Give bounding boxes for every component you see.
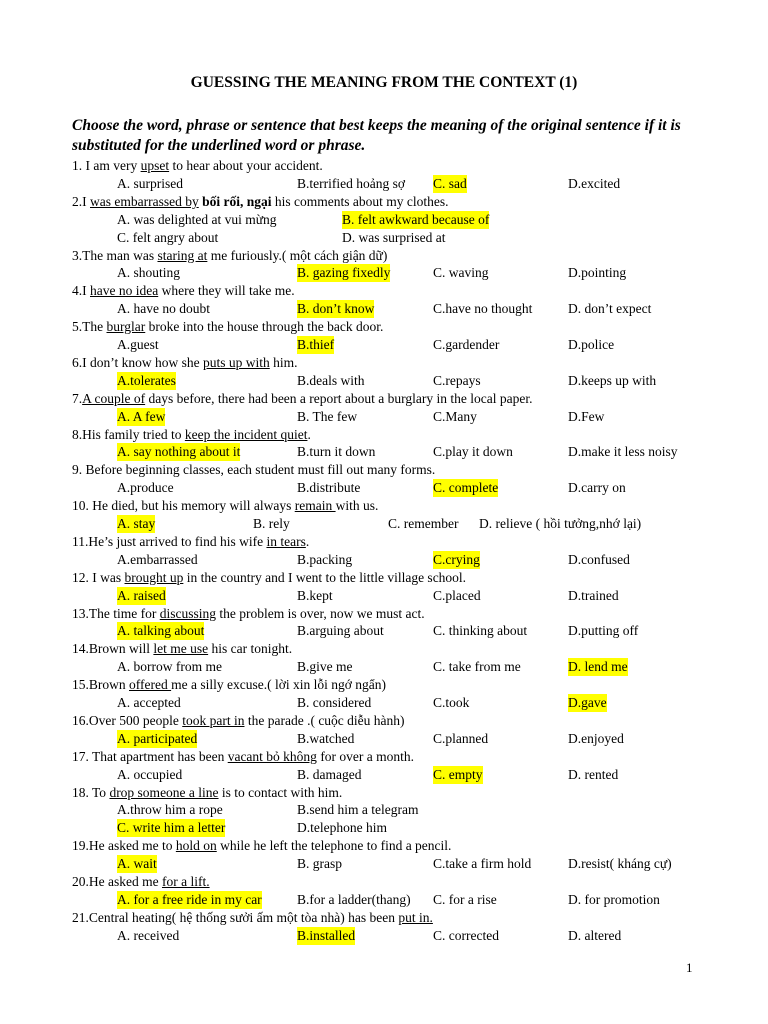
answer-option: D. relieve ( hồi tưởng,nhớ lại) xyxy=(479,516,642,531)
stem-text: 5.The xyxy=(72,319,107,335)
underlined-phrase: brought up xyxy=(124,569,184,585)
answer-option: D. rented xyxy=(568,766,619,782)
answer-option-highlighted: D.gave xyxy=(568,695,607,710)
answer-option: A. shouting xyxy=(117,265,181,281)
answer-option: D.keeps up with xyxy=(568,372,657,388)
answer-option: B. grasp xyxy=(297,856,342,872)
answer-option: C.placed xyxy=(433,587,481,603)
stem-text: . xyxy=(307,426,311,442)
answer-option: A.guest xyxy=(117,337,159,352)
stem-text: 10. He died, but his memory will always xyxy=(72,498,295,514)
bold-note: bối rối, ngại xyxy=(202,193,272,209)
underlined-phrase: keep the incident quiet xyxy=(184,426,308,442)
answer-row xyxy=(72,408,732,426)
answer-option: D.pointing xyxy=(568,265,627,281)
answer-row xyxy=(72,175,732,193)
answer-option: B. considered xyxy=(297,695,372,710)
stem-text: 17. That apartment has been xyxy=(72,748,228,764)
question-stem xyxy=(72,569,732,587)
answer-option: D. don’t expect xyxy=(568,301,652,317)
answer-option: A. received xyxy=(117,927,180,943)
answer-row xyxy=(72,855,732,873)
answer-option: B. rely xyxy=(253,516,290,531)
question-stem xyxy=(72,426,732,444)
underlined-phrase: staring at xyxy=(157,247,208,263)
instructions: Choose the word, phrase or sentence that best keeps the meaning of the original sentence if it is substituted for the underlined word or phrase. xyxy=(72,117,681,154)
stem-text: 16.Over 500 people xyxy=(72,712,183,728)
answer-option-highlighted: A. talking about xyxy=(117,623,205,639)
question-stem xyxy=(72,605,732,623)
answer-row xyxy=(72,211,732,229)
stem-text: days before, there had been a report about a burglary in the local paper. xyxy=(145,390,533,406)
question-stem xyxy=(72,676,732,694)
stem-text: is to contact with him. xyxy=(218,784,343,800)
question-stem xyxy=(72,157,732,175)
answer-row xyxy=(72,300,732,318)
answer-option: C. corrected xyxy=(433,927,499,943)
underlined-phrase: was embarrassed by xyxy=(90,193,199,209)
answer-row xyxy=(72,819,732,837)
stem-text: while he left the telephone to find a pencil. xyxy=(216,838,452,854)
stem-text: me furiously.( một cách giận dữ) xyxy=(207,247,388,263)
answer-option: D. for promotion xyxy=(568,891,660,907)
answer-option: C. for a rise xyxy=(433,891,497,907)
answer-option: B. damaged xyxy=(297,766,362,782)
answer-option: B.kept xyxy=(297,587,333,603)
stem-text: 18. To xyxy=(72,784,110,800)
question-stem xyxy=(72,640,732,658)
stem-text: 1. I am very xyxy=(72,158,141,173)
question-stem xyxy=(72,533,732,551)
stem-text: 15.Brown xyxy=(72,677,129,693)
question-stem xyxy=(72,873,732,891)
answer-option-highlighted: B. gazing fixedly xyxy=(297,265,391,281)
answer-option: B.watched xyxy=(297,730,355,746)
answer-option: B.packing xyxy=(297,551,353,567)
answer-option: D.confused xyxy=(568,551,630,567)
question-stem xyxy=(72,318,732,336)
answer-row xyxy=(72,336,732,354)
answer-option-highlighted: A.tolerates xyxy=(117,372,176,388)
stem-text: 9. Before beginning classes, each student must fill out many forms. xyxy=(72,462,436,478)
stem-text: for over a month. xyxy=(316,748,415,764)
answer-row xyxy=(72,264,732,282)
stem-text: to hear about your accident. xyxy=(169,158,323,173)
stem-text: 11.He’s just arrived to find his wife xyxy=(72,533,267,549)
stem-text: 20.He asked me xyxy=(72,874,162,889)
answer-option-highlighted: A. raised xyxy=(117,587,166,603)
answer-row xyxy=(72,229,732,247)
underlined-phrase: offered xyxy=(129,677,172,693)
answer-option-highlighted: C.crying xyxy=(433,551,480,567)
underlined-phrase: discussing xyxy=(159,605,216,621)
answer-option: D.carry on xyxy=(568,480,626,496)
question-stem xyxy=(72,193,732,211)
answer-row xyxy=(72,372,732,390)
question-stem xyxy=(72,247,732,265)
answer-option: B.send him a telegram xyxy=(297,802,419,818)
stem-text: 19.He asked me to xyxy=(72,838,176,854)
answer-option: C.play it down xyxy=(433,444,513,460)
underlined-phrase: A couple of xyxy=(82,390,146,406)
stem-text: where they will take me. xyxy=(158,283,295,299)
stem-text: the problem is over, now we must act. xyxy=(216,605,425,621)
answer-option-highlighted: D. lend me xyxy=(568,659,628,675)
answer-row xyxy=(72,658,732,676)
answer-row xyxy=(72,443,732,461)
answer-option-highlighted: C. write him a letter xyxy=(117,820,226,836)
answer-option: B.terrified hoảng sợ xyxy=(297,175,405,191)
stem-text: 13.The time for xyxy=(72,605,160,621)
answer-option: C.Many xyxy=(433,408,477,424)
stem-text: with us. xyxy=(335,498,379,514)
stem-text: his car tonight. xyxy=(208,641,293,657)
underlined-phrase: hold on xyxy=(175,838,217,854)
answer-row xyxy=(72,694,732,712)
answer-option: D.enjoyed xyxy=(568,730,624,746)
answer-option: D.excited xyxy=(568,175,621,191)
answer-option-highlighted: A. A few xyxy=(117,408,166,424)
stem-text: 7. xyxy=(72,390,83,406)
stem-text: 12. I was xyxy=(72,569,125,585)
underlined-phrase: let me use xyxy=(153,641,209,657)
stem-text: in the country and I went to the little village school. xyxy=(183,569,467,585)
answer-option: A. occupied xyxy=(117,766,183,782)
answer-row xyxy=(72,766,732,784)
answer-option: A. have no doubt xyxy=(117,301,210,317)
answer-option: B.give me xyxy=(297,659,353,675)
answer-option: D. altered xyxy=(568,927,622,943)
answer-option: B. The few xyxy=(297,408,358,424)
answer-option: C.take a firm hold xyxy=(433,856,532,872)
answer-option: C.took xyxy=(433,695,470,710)
answer-option-highlighted: A. say nothing about it xyxy=(117,444,241,460)
underlined-phrase: took part in xyxy=(182,712,245,728)
answer-row xyxy=(72,730,732,748)
underlined-phrase: have no idea xyxy=(90,283,159,299)
answer-option: A. surprised xyxy=(117,175,183,191)
stem-text: me a silly excuse.( lời xin lỗi ngớ ngẩn) xyxy=(171,677,386,693)
underlined-phrase: vacant bỏ không xyxy=(227,748,317,764)
answer-option-highlighted: C. empty xyxy=(433,766,483,782)
stem-text: him. xyxy=(269,354,298,370)
stem-text: . xyxy=(305,533,310,549)
question-stem xyxy=(72,909,732,927)
answer-option: C.repays xyxy=(433,372,481,388)
answer-option: B.turn it down xyxy=(297,444,376,460)
answer-option-highlighted: B. don’t know xyxy=(297,301,375,317)
question-stem xyxy=(72,354,732,372)
stem-text: 21.Central heating( hệ thống sưởi ấm một tòa nhà) has been xyxy=(72,909,399,925)
answer-option: C. felt angry about xyxy=(117,229,219,245)
answer-row xyxy=(72,622,732,640)
underlined-phrase: remain xyxy=(294,498,336,514)
underlined-phrase: put in. xyxy=(398,909,433,925)
answer-option: A.embarrassed xyxy=(117,551,198,567)
question-stem xyxy=(72,712,732,730)
answer-row xyxy=(72,479,732,497)
answer-option: C.have no thought xyxy=(433,301,533,317)
answer-option: B.distribute xyxy=(297,480,361,496)
question-stem xyxy=(72,461,732,479)
answer-row xyxy=(72,891,732,909)
underlined-phrase: puts up with xyxy=(203,354,270,370)
answer-row xyxy=(72,551,732,569)
stem-text: 2.I xyxy=(72,193,90,209)
answer-row xyxy=(72,801,732,819)
answer-option: D.make it less noisy xyxy=(568,444,678,460)
stem-text: 8.His family tried to xyxy=(72,426,185,442)
answer-option: C. waving xyxy=(433,265,489,281)
question-stem xyxy=(72,390,732,408)
answer-option-highlighted: A. participated xyxy=(117,730,198,746)
answer-option: B.for a ladder(thang) xyxy=(297,891,411,907)
answer-option-highlighted: A. wait xyxy=(117,856,157,872)
stem-text: 6.I don’t know how she xyxy=(72,354,203,370)
answer-option: D.Few xyxy=(568,408,605,424)
answer-option: A.throw him a rope xyxy=(117,802,223,818)
answer-option: B.deals with xyxy=(297,372,365,388)
answer-option-highlighted: B. felt awkward because of xyxy=(342,211,490,227)
question-stem xyxy=(72,837,732,855)
underlined-phrase: upset xyxy=(140,158,170,173)
answer-option: D.putting off xyxy=(568,623,639,639)
underlined-phrase: burglar xyxy=(106,319,146,335)
answer-option: D.police xyxy=(568,337,615,352)
question-stem xyxy=(72,497,732,515)
answer-option: D.telephone him xyxy=(297,820,387,836)
answer-row xyxy=(72,927,732,945)
answer-option: A.produce xyxy=(117,480,174,496)
answer-option: A. accepted xyxy=(117,695,181,710)
question-stem xyxy=(72,282,732,300)
stem-text: 14.Brown will xyxy=(72,641,154,657)
answer-row xyxy=(72,515,732,533)
stem-text: broke into the house through the back door. xyxy=(145,319,384,335)
stem-text: 3.The man was xyxy=(72,247,158,263)
underlined-phrase: for a lift. xyxy=(161,874,210,889)
answer-option-highlighted: B.thief xyxy=(297,337,335,352)
answer-option-highlighted: C. sad xyxy=(433,175,467,191)
answer-option: C. take from me xyxy=(433,659,521,675)
answer-option: D. was surprised at xyxy=(342,229,446,245)
underlined-phrase: in tears xyxy=(266,533,306,549)
answer-option: A. borrow from me xyxy=(117,659,222,675)
answer-option: D.trained xyxy=(568,587,619,603)
underlined-phrase: drop someone a line xyxy=(109,784,219,800)
answer-option: C. thinking about xyxy=(433,623,528,639)
question-stem xyxy=(72,784,732,802)
page-number: 1 xyxy=(686,960,693,975)
answer-option: C. remember xyxy=(388,516,459,531)
answer-option: C.gardender xyxy=(433,337,500,352)
stem-text: the parade .( cuộc diễu hành) xyxy=(244,712,405,728)
answer-option-highlighted: C. complete xyxy=(433,480,499,496)
answer-option: C.planned xyxy=(433,730,489,746)
question-stem xyxy=(72,748,732,766)
answer-option: D.resist( kháng cự) xyxy=(568,856,672,872)
answer-option-highlighted: A. for a free ride in my car xyxy=(117,891,262,907)
stem-text: 4.I xyxy=(72,283,90,299)
answer-option-highlighted: A. stay xyxy=(117,516,156,531)
stem-text: his comments about my clothes. xyxy=(271,193,449,209)
answer-option: A. was delighted at vui mừng xyxy=(117,211,277,227)
answer-option: B.arguing about xyxy=(297,623,384,639)
page-title: GUESSING THE MEANING FROM THE CONTEXT (1) xyxy=(190,74,578,91)
answer-option-highlighted: B.installed xyxy=(297,927,356,943)
answer-row xyxy=(72,587,732,605)
